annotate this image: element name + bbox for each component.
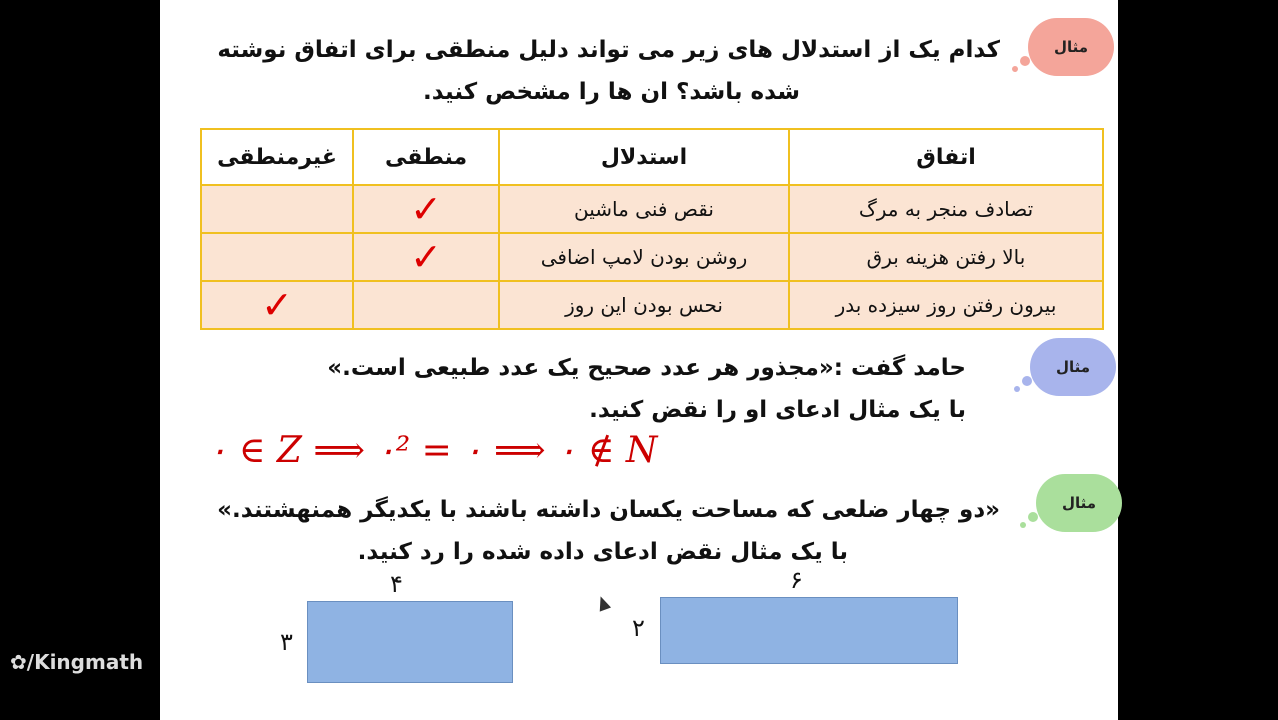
example-bubble-3 [1036,474,1122,532]
table-cell: بیرون رفتن روز سیزده بدر [789,281,1103,329]
math-expression: ۰ ∈ Z ⟹ ۰² = ۰ ⟹ ۰ ∉ N [208,430,658,471]
table-row [201,281,1103,329]
rectangle-2-height-label: ۲ [632,614,645,642]
film-reel-icon: ✿ [10,650,27,674]
table-header: استدلال [499,129,789,185]
question-3-line-2: با یک مثال نقض ادعای داده شده را رد کنید. [357,539,848,565]
example-label: مثال [1055,358,1091,376]
rectangle-2-width-label: ۶ [790,566,803,594]
table-cell: نقص فنی ماشین [499,185,789,233]
example-bubble-2 [1030,338,1116,396]
watermark-text: /Kingmath [26,650,144,674]
check-mark: ✓ [353,233,499,281]
table-cell: بالا رفتن هزینه برق [789,233,1103,281]
example-bubble-1 [1028,18,1114,76]
example-label: مثال [1053,38,1089,56]
check-mark [353,281,499,329]
table-header: اتفاق [789,129,1103,185]
check-mark [201,233,353,281]
reasoning-table [200,128,1104,330]
check-mark: ✓ [353,185,499,233]
question-1-line-1: کدام یک از استدلال های زیر می تواند دلیل منطقی برای اتفاق نوشته [217,37,1000,63]
table-header: منطقی [353,129,499,185]
question-2-line-1: حامد گفت :«مجذور هر عدد صحیح یک عدد طبیعی است.» [327,355,966,381]
check-mark: ✓ [201,281,353,329]
rectangle-1-width-label: ۴ [390,570,403,598]
table-cell: تصادف منجر به مرگ [789,185,1103,233]
table-cell: نحس بودن این روز [499,281,789,329]
question-2-line-2: با یک مثال ادعای او را نقض کنید. [589,397,966,423]
channel-watermark [10,650,143,674]
question-1-line-2: شده باشد؟ ان ها را مشخص کنید. [422,79,800,105]
table-row [201,233,1103,281]
table-cell: روشن بودن لامپ اضافی [499,233,789,281]
rectangle-2 [660,597,958,664]
table-header-row [201,129,1103,185]
example-label: مثال [1061,494,1097,512]
table-row [201,185,1103,233]
table-header: غیرمنطقی [201,129,353,185]
slide [160,0,1118,720]
check-mark [201,185,353,233]
question-3-line-1: «دو چهار ضلعی که مساحت یکسان داشته باشند با یکدیگر همنهشتند.» [217,497,1000,523]
rectangle-1 [307,601,513,683]
rectangle-1-height-label: ۳ [280,628,293,656]
